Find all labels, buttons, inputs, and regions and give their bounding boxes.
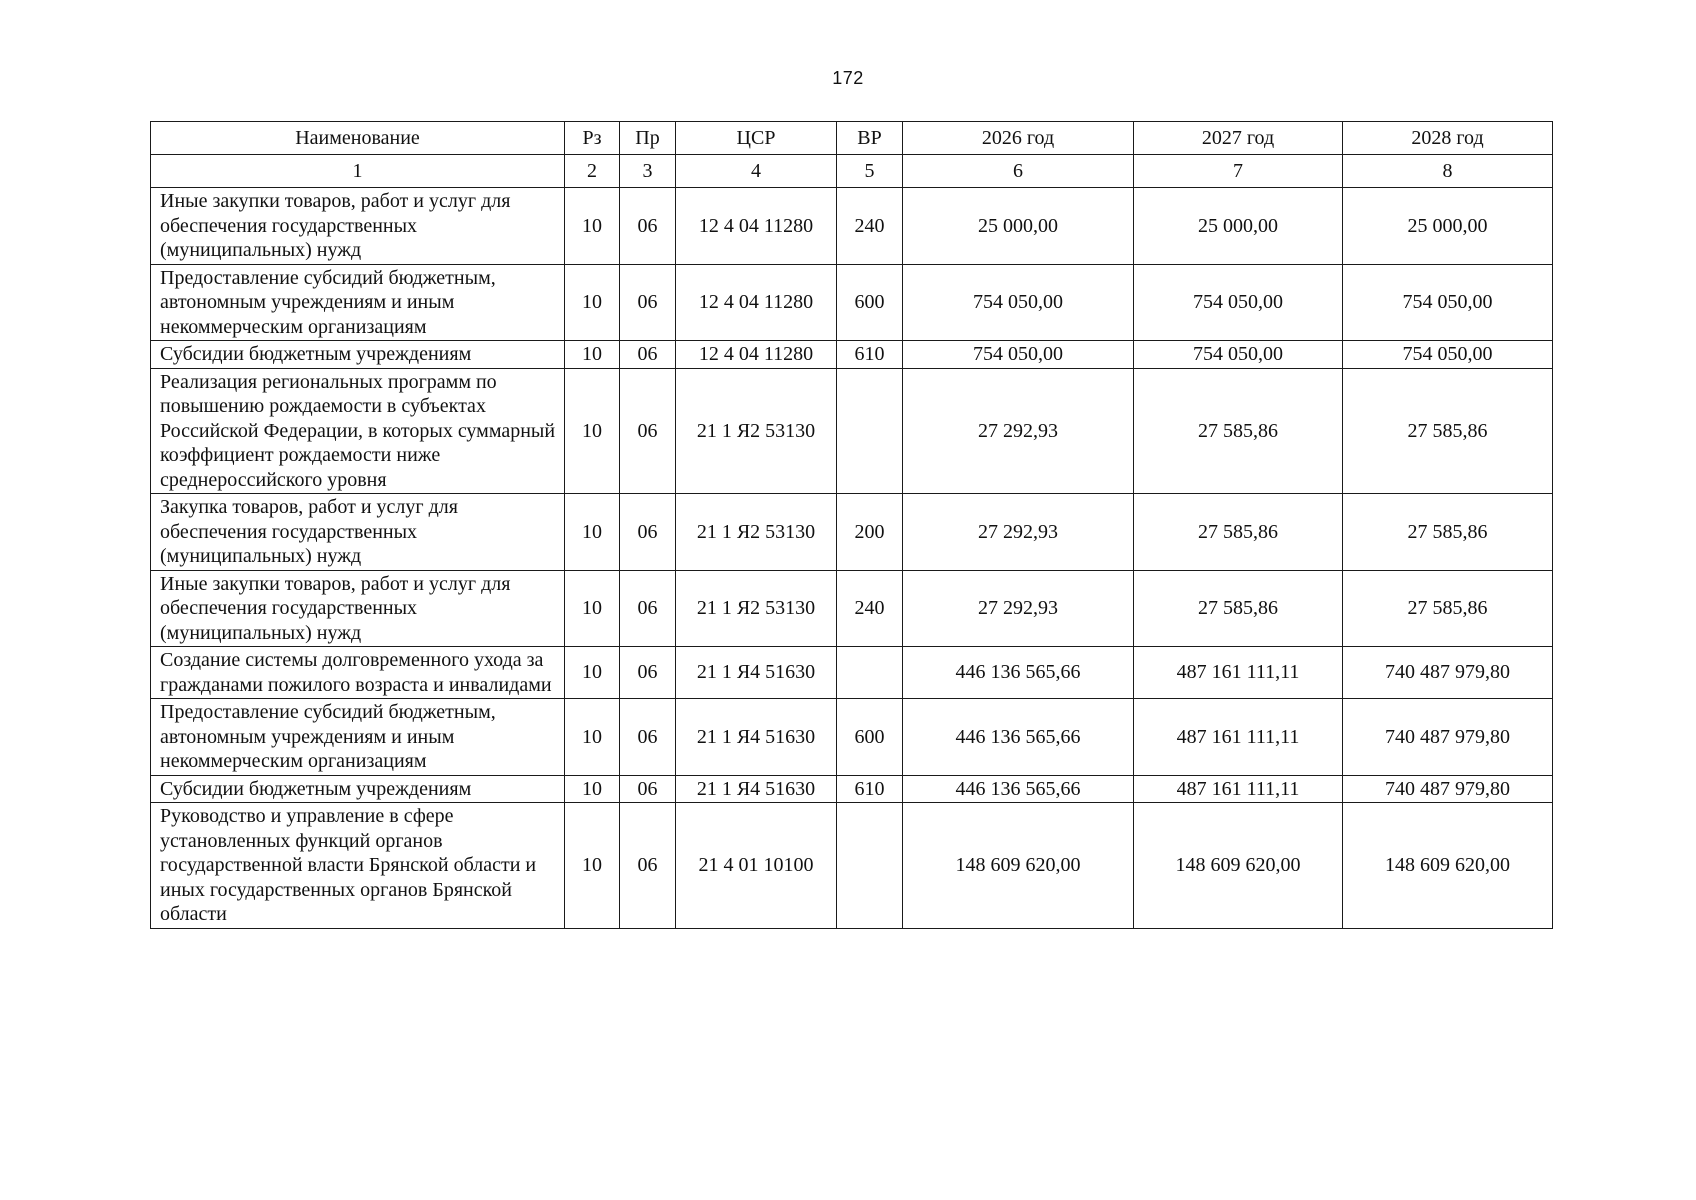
row-name-cell: Предоставление субсидий бюджетным, автономным учреждениям и иным некоммерческим организациям xyxy=(151,264,565,341)
vr-cell xyxy=(837,803,903,929)
amount-2027-cell: 754 050,00 xyxy=(1134,264,1343,341)
pr-cell: 06 xyxy=(620,803,676,929)
table-row xyxy=(151,494,1553,571)
amount-2027-cell: 487 161 111,11 xyxy=(1134,775,1343,803)
csr-cell: 12 4 04 11280 xyxy=(676,341,837,369)
amount-2028-cell: 740 487 979,80 xyxy=(1343,699,1553,776)
amount-2028-cell: 740 487 979,80 xyxy=(1343,647,1553,699)
rz-cell: 10 xyxy=(565,775,620,803)
header-year-2026: 2026 год xyxy=(903,122,1134,155)
amount-2028-cell: 754 050,00 xyxy=(1343,341,1553,369)
column-number: 7 xyxy=(1134,155,1343,188)
column-number: 4 xyxy=(676,155,837,188)
column-number: 5 xyxy=(837,155,903,188)
amount-2027-cell: 25 000,00 xyxy=(1134,188,1343,265)
vr-cell: 240 xyxy=(837,188,903,265)
row-name-cell: Закупка товаров, работ и услуг для обеспечения государственных (муниципальных) нужд xyxy=(151,494,565,571)
pr-cell: 06 xyxy=(620,264,676,341)
rz-cell: 10 xyxy=(565,647,620,699)
amount-2027-cell: 27 585,86 xyxy=(1134,494,1343,571)
pr-cell: 06 xyxy=(620,775,676,803)
pr-cell: 06 xyxy=(620,570,676,647)
rz-cell: 10 xyxy=(565,368,620,494)
vr-cell: 610 xyxy=(837,341,903,369)
csr-cell: 21 1 Я2 53130 xyxy=(676,368,837,494)
amount-2026-cell: 754 050,00 xyxy=(903,341,1134,369)
rz-cell: 10 xyxy=(565,803,620,929)
amount-2028-cell: 27 585,86 xyxy=(1343,368,1553,494)
rz-cell: 10 xyxy=(565,188,620,265)
table-row xyxy=(151,570,1553,647)
amount-2026-cell: 27 292,93 xyxy=(903,368,1134,494)
table-row xyxy=(151,368,1553,494)
row-name-cell: Реализация региональных программ по повышению рождаемости в субъектах Российской Федерации, в которых суммарный коэффициент рождаемости ниже среднероссийского уровня xyxy=(151,368,565,494)
table-row xyxy=(151,803,1553,929)
amount-2026-cell: 27 292,93 xyxy=(903,570,1134,647)
table-row xyxy=(151,647,1553,699)
column-number: 1 xyxy=(151,155,565,188)
vr-cell xyxy=(837,647,903,699)
header-year-2028: 2028 год xyxy=(1343,122,1553,155)
table-row xyxy=(151,188,1553,265)
amount-2028-cell: 27 585,86 xyxy=(1343,570,1553,647)
table-row xyxy=(151,699,1553,776)
header-year-2027: 2027 год xyxy=(1134,122,1343,155)
pr-cell: 06 xyxy=(620,341,676,369)
table-row xyxy=(151,775,1553,803)
amount-2026-cell: 446 136 565,66 xyxy=(903,699,1134,776)
row-name-cell: Создание системы долговременного ухода за гражданами пожилого возраста и инвалидами xyxy=(151,647,565,699)
amount-2027-cell: 487 161 111,11 xyxy=(1134,647,1343,699)
table-row xyxy=(151,341,1553,369)
csr-cell: 21 1 Я2 53130 xyxy=(676,570,837,647)
column-number: 3 xyxy=(620,155,676,188)
rz-cell: 10 xyxy=(565,341,620,369)
pr-cell: 06 xyxy=(620,494,676,571)
rz-cell: 10 xyxy=(565,699,620,776)
csr-cell: 21 1 Я4 51630 xyxy=(676,699,837,776)
csr-cell: 12 4 04 11280 xyxy=(676,264,837,341)
csr-cell: 12 4 04 11280 xyxy=(676,188,837,265)
header-vr: ВР xyxy=(837,122,903,155)
vr-cell: 200 xyxy=(837,494,903,571)
vr-cell: 240 xyxy=(837,570,903,647)
row-name-cell: Иные закупки товаров, работ и услуг для обеспечения государственных (муниципальных) нужд xyxy=(151,188,565,265)
header-row xyxy=(151,122,1553,155)
amount-2028-cell: 148 609 620,00 xyxy=(1343,803,1553,929)
vr-cell: 600 xyxy=(837,699,903,776)
pr-cell: 06 xyxy=(620,188,676,265)
csr-cell: 21 4 01 10100 xyxy=(676,803,837,929)
row-name-cell: Субсидии бюджетным учреждениям xyxy=(151,341,565,369)
header-rz: Рз xyxy=(565,122,620,155)
csr-cell: 21 1 Я4 51630 xyxy=(676,647,837,699)
amount-2028-cell: 27 585,86 xyxy=(1343,494,1553,571)
pr-cell: 06 xyxy=(620,647,676,699)
amount-2026-cell: 148 609 620,00 xyxy=(903,803,1134,929)
rz-cell: 10 xyxy=(565,570,620,647)
column-number: 8 xyxy=(1343,155,1553,188)
row-name-cell: Предоставление субсидий бюджетным, автономным учреждениям и иным некоммерческим организациям xyxy=(151,699,565,776)
amount-2027-cell: 754 050,00 xyxy=(1134,341,1343,369)
vr-cell xyxy=(837,368,903,494)
csr-cell: 21 1 Я2 53130 xyxy=(676,494,837,571)
row-name-cell: Руководство и управление в сфере установленных функций органов государственной власти Брянской области и иных государственных органов Брянской области xyxy=(151,803,565,929)
amount-2028-cell: 740 487 979,80 xyxy=(1343,775,1553,803)
header-pr: Пр xyxy=(620,122,676,155)
amount-2026-cell: 754 050,00 xyxy=(903,264,1134,341)
rz-cell: 10 xyxy=(565,494,620,571)
pr-cell: 06 xyxy=(620,699,676,776)
amount-2026-cell: 25 000,00 xyxy=(903,188,1134,265)
vr-cell: 600 xyxy=(837,264,903,341)
table-row xyxy=(151,264,1553,341)
column-number: 2 xyxy=(565,155,620,188)
csr-cell: 21 1 Я4 51630 xyxy=(676,775,837,803)
row-name-cell: Иные закупки товаров, работ и услуг для обеспечения государственных (муниципальных) нужд xyxy=(151,570,565,647)
budget-table xyxy=(150,121,1553,929)
header-csr: ЦСР xyxy=(676,122,837,155)
amount-2028-cell: 25 000,00 xyxy=(1343,188,1553,265)
column-number: 6 xyxy=(903,155,1134,188)
amount-2027-cell: 487 161 111,11 xyxy=(1134,699,1343,776)
vr-cell: 610 xyxy=(837,775,903,803)
pr-cell: 06 xyxy=(620,368,676,494)
amount-2026-cell: 446 136 565,66 xyxy=(903,775,1134,803)
amount-2027-cell: 27 585,86 xyxy=(1134,368,1343,494)
amount-2027-cell: 148 609 620,00 xyxy=(1134,803,1343,929)
page-number: 172 xyxy=(832,68,864,88)
amount-2028-cell: 754 050,00 xyxy=(1343,264,1553,341)
amount-2026-cell: 446 136 565,66 xyxy=(903,647,1134,699)
header-name: Наименование xyxy=(151,122,565,155)
amount-2027-cell: 27 585,86 xyxy=(1134,570,1343,647)
row-name-cell: Субсидии бюджетным учреждениям xyxy=(151,775,565,803)
rz-cell: 10 xyxy=(565,264,620,341)
column-number-row xyxy=(151,155,1553,188)
amount-2026-cell: 27 292,93 xyxy=(903,494,1134,571)
